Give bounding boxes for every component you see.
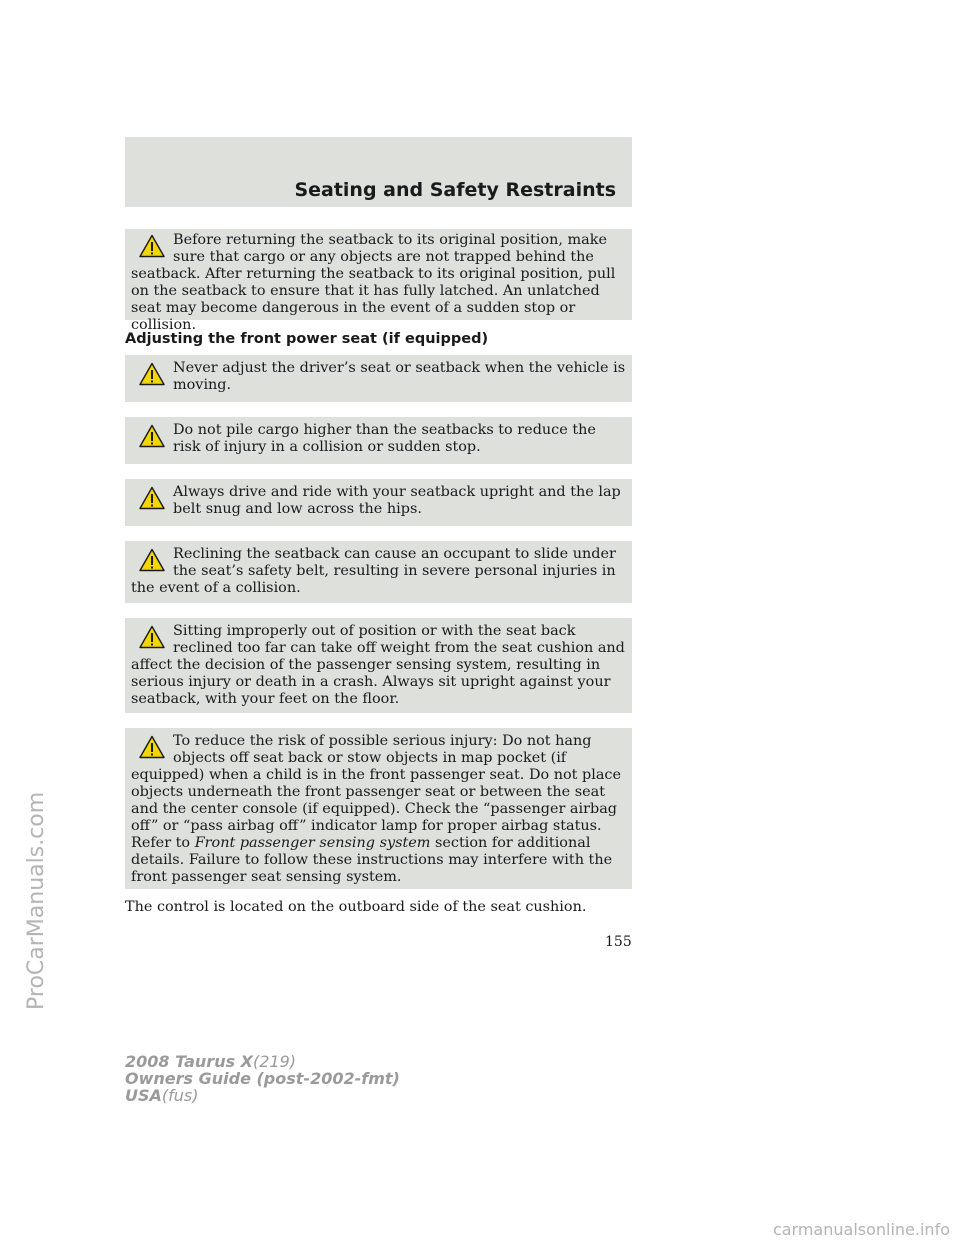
warning-box	[125, 479, 632, 526]
page-title: Seating and Safety Restraints	[294, 179, 616, 201]
section-heading: Adjusting the front power seat (if equipped)	[125, 331, 489, 347]
warning-icon	[131, 735, 173, 759]
page-number: 155	[605, 934, 632, 950]
warning-icon	[131, 625, 173, 649]
warning-box	[125, 728, 632, 889]
warning-box	[125, 229, 632, 333]
warning-icon	[131, 234, 173, 258]
cross-reference: Front passenger sensing system	[194, 835, 431, 851]
warning-box	[125, 417, 632, 464]
warning-text: Do not pile cargo higher than the seatbacks to reduce the risk of injury in a collision or sudden stop.	[173, 422, 596, 455]
warning-text: Never adjust the driver’s seat or seatback when the vehicle is moving.	[173, 360, 626, 393]
warning-text: Before returning the seatback to its original position, make sure that cargo or any objects are not trapped behind the seatback. After returning the seatback to its original position, pull on the seatback to ensure that it has fully latched. An unlatched seat may become dangerous in the event of a sudden stop or collision.	[131, 232, 616, 333]
side-watermark: ProCarManuals.com	[24, 791, 49, 1010]
site-watermark: carmanualsonline.info	[772, 1220, 950, 1239]
warning-text: Reclining the seatback can cause an occupant to slide under the seat’s safety belt, resulting in severe personal injuries in the event of a collision.	[131, 546, 616, 596]
header-band	[125, 137, 632, 207]
body-paragraph: The control is located on the outboard side of the seat cushion.	[125, 899, 587, 915]
warning-text: Sitting improperly out of position or with the seat back reclined too far can take off weight from the seat cushion and affect the decision of the passenger sensing system, resulting in serious injury or death in a crash. Always sit upright against your seatback, with your feet on the floor.	[131, 623, 625, 707]
warning-box	[125, 355, 632, 402]
warning-box	[125, 618, 632, 713]
warning-box	[125, 541, 632, 603]
warning-icon	[131, 486, 173, 510]
warning-icon	[131, 548, 173, 572]
warning-icon	[131, 424, 173, 448]
warning-text: To reduce the risk of possible serious injury: Do not hang objects off seat back or stow objects in map pocket (if equipped) when a child is in the front passenger seat. Do not place objects underneath the front passenger seat or between the seat and the center console (if equipped). Check the “passenger airbag off” or “pass airbag off” indicator lamp for proper airbag status. Refer to Front passenger sensing system section for additional details. Failure to follow these instructions may interfere with the front passenger seat sensing system.	[131, 733, 621, 885]
document-footer: 2008 Taurus X(219) Owners Guide (post-2002-fmt) USA(fus)	[125, 1052, 400, 1105]
warning-text: Always drive and ride with your seatback upright and the lap belt snug and low across the hips.	[173, 484, 621, 517]
warning-icon	[131, 362, 173, 386]
